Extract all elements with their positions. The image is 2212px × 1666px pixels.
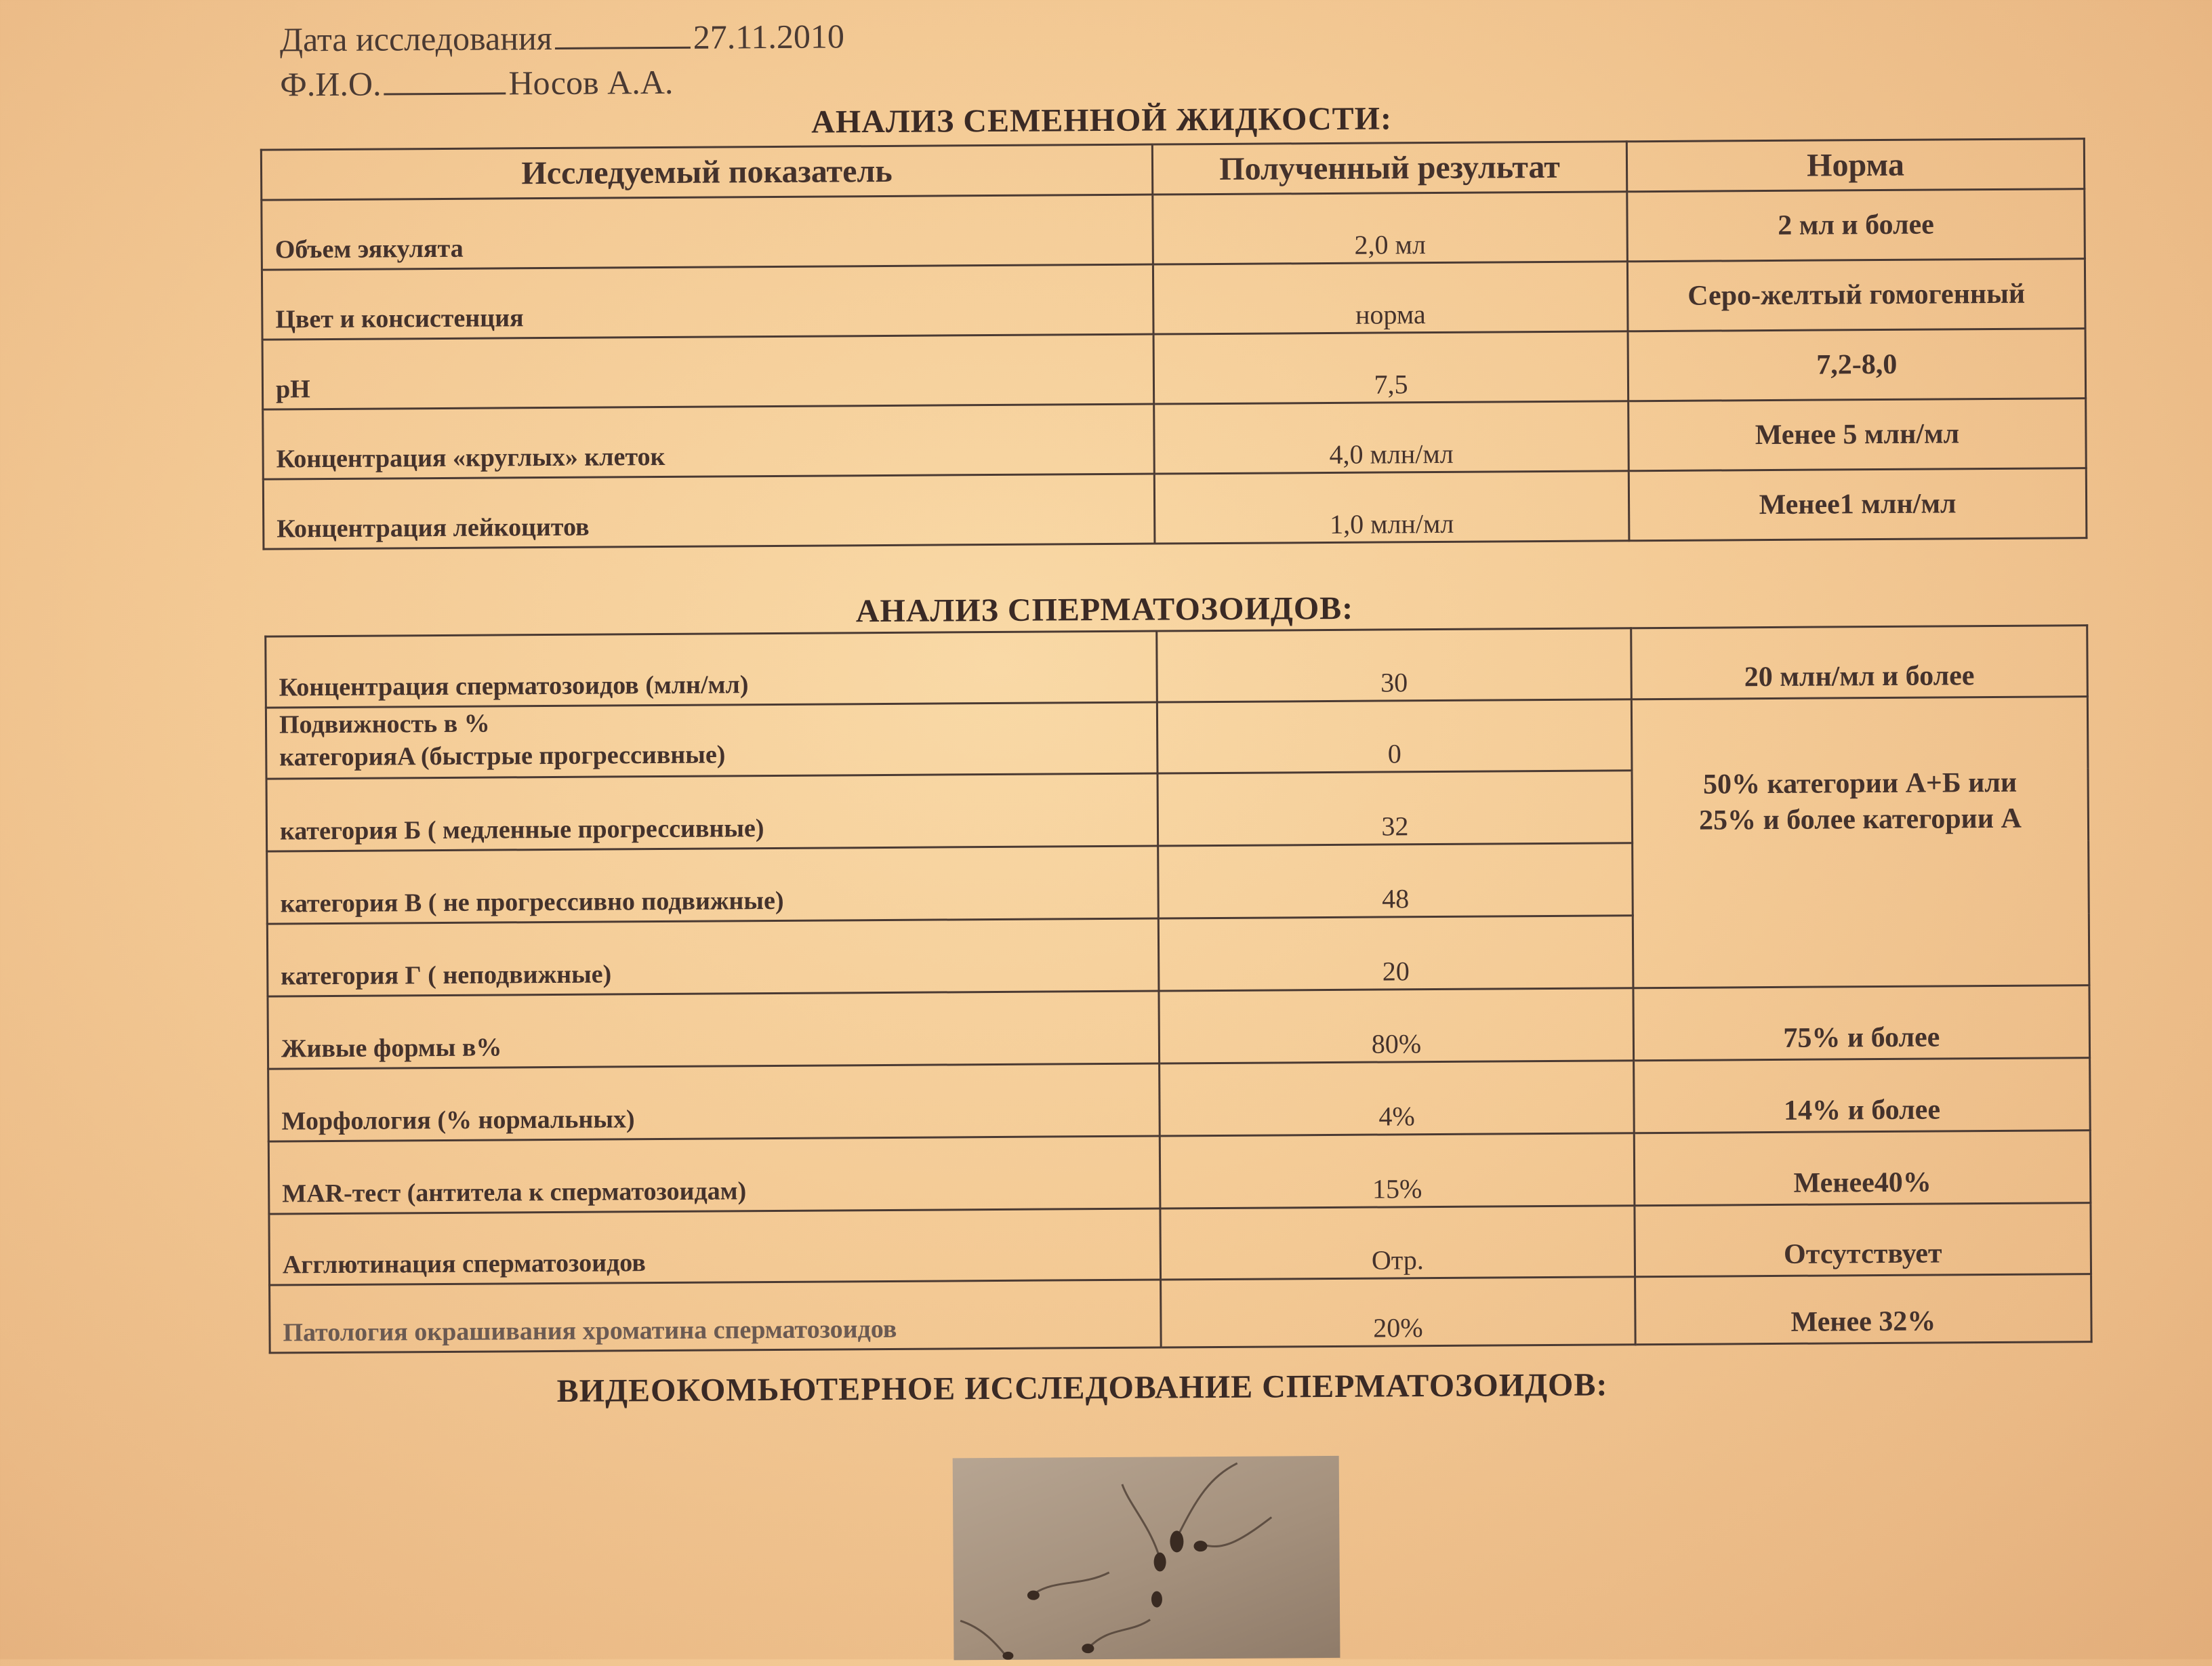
result-cell: норма [1153,262,1628,334]
result-cell: 4,0 млн/мл [1154,401,1629,474]
table-row [268,1058,2091,1141]
table-row [268,1131,2091,1214]
date-line [280,16,844,59]
sperm-analysis-table [264,624,2092,1354]
column-header-indicator: Исследуемый показатель [261,144,1152,200]
indicator-cell: Объем эякулята [262,195,1153,270]
result-cell: 20% [1161,1277,1636,1347]
date-blank-line [555,47,691,49]
table-row [262,259,2085,340]
table-row [266,697,2088,779]
norm-cell: Серо-желтый гомогенный [1627,259,2085,331]
microscope-image [953,1456,1340,1660]
indicator-cell: Патология окрашивания хроматина сперматозоидов [270,1280,1162,1353]
table-row [268,986,2090,1069]
norm-cell: Менее 32% [1635,1274,2092,1345]
indicator-cell: pH [262,334,1154,409]
video-section-title: ВИДЕОКОМЬЮТЕРНОЕ ИССЛЕДОВАНИЕ СПЕРМАТОЗОИДОВ: [556,1366,1608,1409]
indicator-cell: Морфология (% нормальных) [268,1063,1160,1141]
column-header-result: Полученный результат [1152,142,1626,195]
date-label: Дата исследования [279,18,552,59]
indicator-cell: MAR-тест (антитела к сперматозоидам) [268,1136,1160,1214]
norm-cell: Менее40% [1634,1131,2091,1206]
table-row [270,1274,2092,1353]
table-row [263,399,2087,479]
fio-line [280,62,673,104]
motility-norm-line-2: 25% и более категории А [1698,802,2022,836]
semen-section-title: АНАЛИЗ СЕМЕННОЙ ЖИДКОСТИ: [811,100,1393,140]
semen-analysis-table [260,138,2088,550]
result-cell: 32 [1158,771,1633,846]
norm-cell: 75% и более [1633,986,2090,1061]
indicator-cell: Концентрация лейкоцитов [263,474,1155,549]
table-row [262,329,2086,409]
indicator-cell: категория Б ( медленные прогрессивные) [266,773,1158,851]
result-cell: Отр. [1160,1206,1635,1280]
result-cell: 1,0 млн/мл [1154,471,1629,544]
indicator-cell: Концентрация сперматозоидов (млн/мл) [266,631,1158,708]
motility-category-a-label: категорияA (быстрые прогрессивные) [279,739,726,771]
result-cell: 30 [1157,628,1632,702]
motility-norm-line-1: 50% категории А+Б или [1702,767,2018,800]
indicator-cell: Цвет и консистенция [262,264,1153,340]
indicator-cell [266,702,1158,779]
result-cell: 7,5 [1153,331,1629,404]
motility-norm-cell [1631,697,2089,988]
norm-cell: 20 млн/мл и более [1631,626,2088,699]
result-cell: 0 [1157,699,1632,773]
date-value: 27.11.2010 [693,17,845,56]
norm-cell: 14% и более [1634,1058,2091,1133]
result-cell: 80% [1159,988,1634,1063]
norm-cell: Менее 5 млн/мл [1629,399,2087,471]
result-cell: 4% [1160,1061,1635,1136]
motility-title: Подвижность в % [279,709,490,739]
result-cell: 15% [1160,1133,1635,1208]
result-cell: 20 [1158,916,1633,991]
table-row [263,468,2087,549]
norm-cell: Отсутствует [1635,1203,2091,1277]
table-row [266,626,2088,708]
table-row [269,1203,2091,1285]
fio-value: Носов А.А. [508,62,674,102]
table-row [262,189,2085,270]
result-cell: 48 [1158,843,1633,918]
indicator-cell: категория В ( не прогрессивно подвижные) [267,846,1159,924]
fio-label: Ф.И.О. [280,64,382,104]
norm-cell: Менее1 млн/мл [1629,468,2087,541]
fio-blank-line [384,92,506,95]
column-header-norm: Норма [1626,139,2084,192]
sperm-cells-illustration [953,1456,1340,1660]
result-cell: 2,0 мл [1153,192,1628,264]
indicator-cell: категория Г ( неподвижные) [267,918,1159,996]
norm-cell: 2 мл и более [1627,189,2085,262]
indicator-cell: Агглютинация сперматозоидов [269,1208,1161,1285]
norm-cell: 7,2-8,0 [1628,329,2086,401]
indicator-cell: Концентрация «круглых» клеток [263,404,1155,479]
indicator-cell: Живые формы в% [268,991,1160,1069]
sperm-section-title: АНАЛИЗ СПЕРМАТОЗОИДОВ: [855,590,1354,630]
